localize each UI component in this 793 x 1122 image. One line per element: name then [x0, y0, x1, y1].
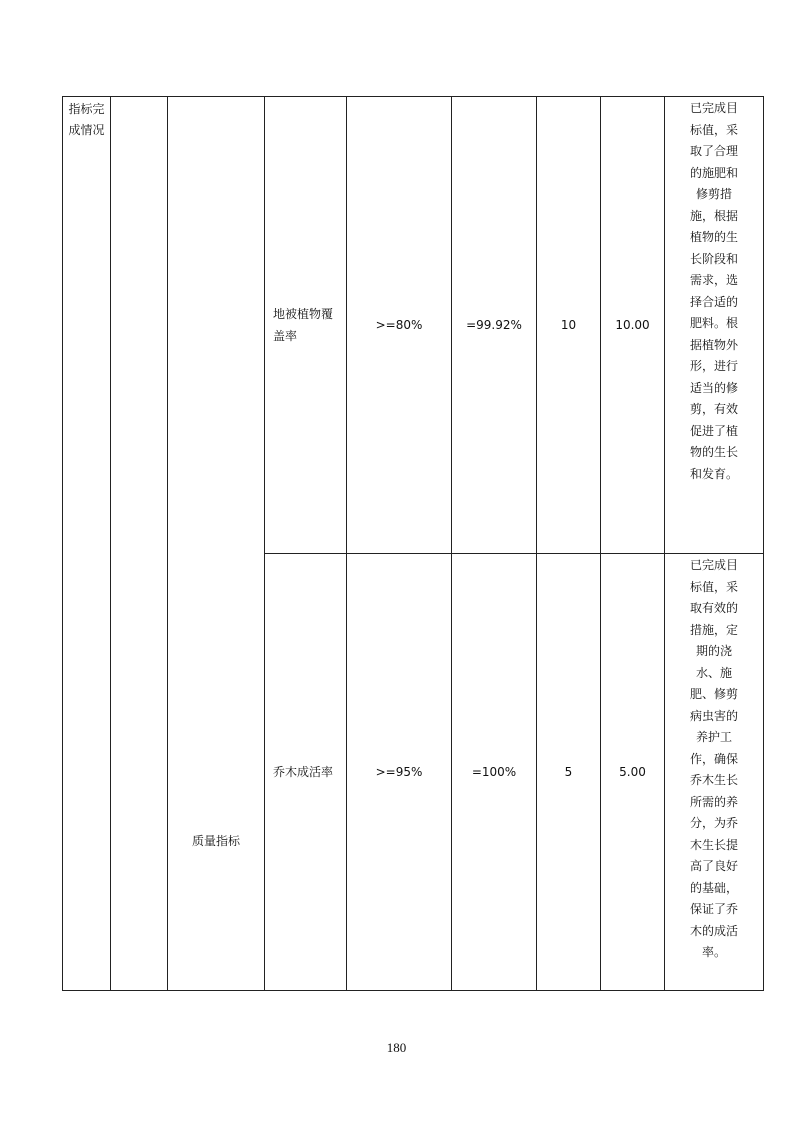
analysis-cell [665, 554, 764, 991]
table-row [63, 97, 764, 554]
analysis-text: 已完成目标值，采取有效的措施，定期的浇水、施肥、修剪病虫害的养护工作，确保乔木生长所需的养分，为乔木生长提高了良好的基础，保证了乔木的成活率。 [689, 558, 738, 959]
category-label: 指标完成情况 [68, 102, 105, 137]
score-cell: 5.00 [601, 554, 665, 991]
actual-value-cell: =100% [452, 554, 537, 991]
category-cell [63, 97, 111, 991]
blank-cell [111, 97, 168, 991]
score-cell: 10.00 [601, 97, 665, 554]
indicator-name: 地被植物覆盖率 [273, 307, 334, 343]
page-number: 180 [386, 1040, 407, 1055]
target-value-cell: >=95% [347, 554, 452, 991]
actual-value-cell: =99.92% [452, 97, 537, 554]
sub-category-cell [168, 97, 265, 991]
weight-cell: 10 [537, 97, 601, 554]
indicator-table [62, 96, 764, 991]
indicator-name-cell [265, 97, 347, 554]
target-value-cell: >=80% [347, 97, 452, 554]
indicator-name-cell [265, 554, 347, 991]
indicator-table-container [62, 96, 763, 991]
analysis-cell [665, 97, 764, 554]
indicator-name: 乔木成活率 [273, 765, 334, 779]
analysis-text: 已完成目标值，采取了合理的施肥和修剪措施，根据植物的生长阶段和需求，选择合适的肥料。根据植物外形，进行适当的修剪，有效促进了植物的生长和发育。 [689, 101, 738, 481]
weight-cell: 5 [537, 554, 601, 991]
sub-category-label: 质量指标 [191, 834, 240, 848]
